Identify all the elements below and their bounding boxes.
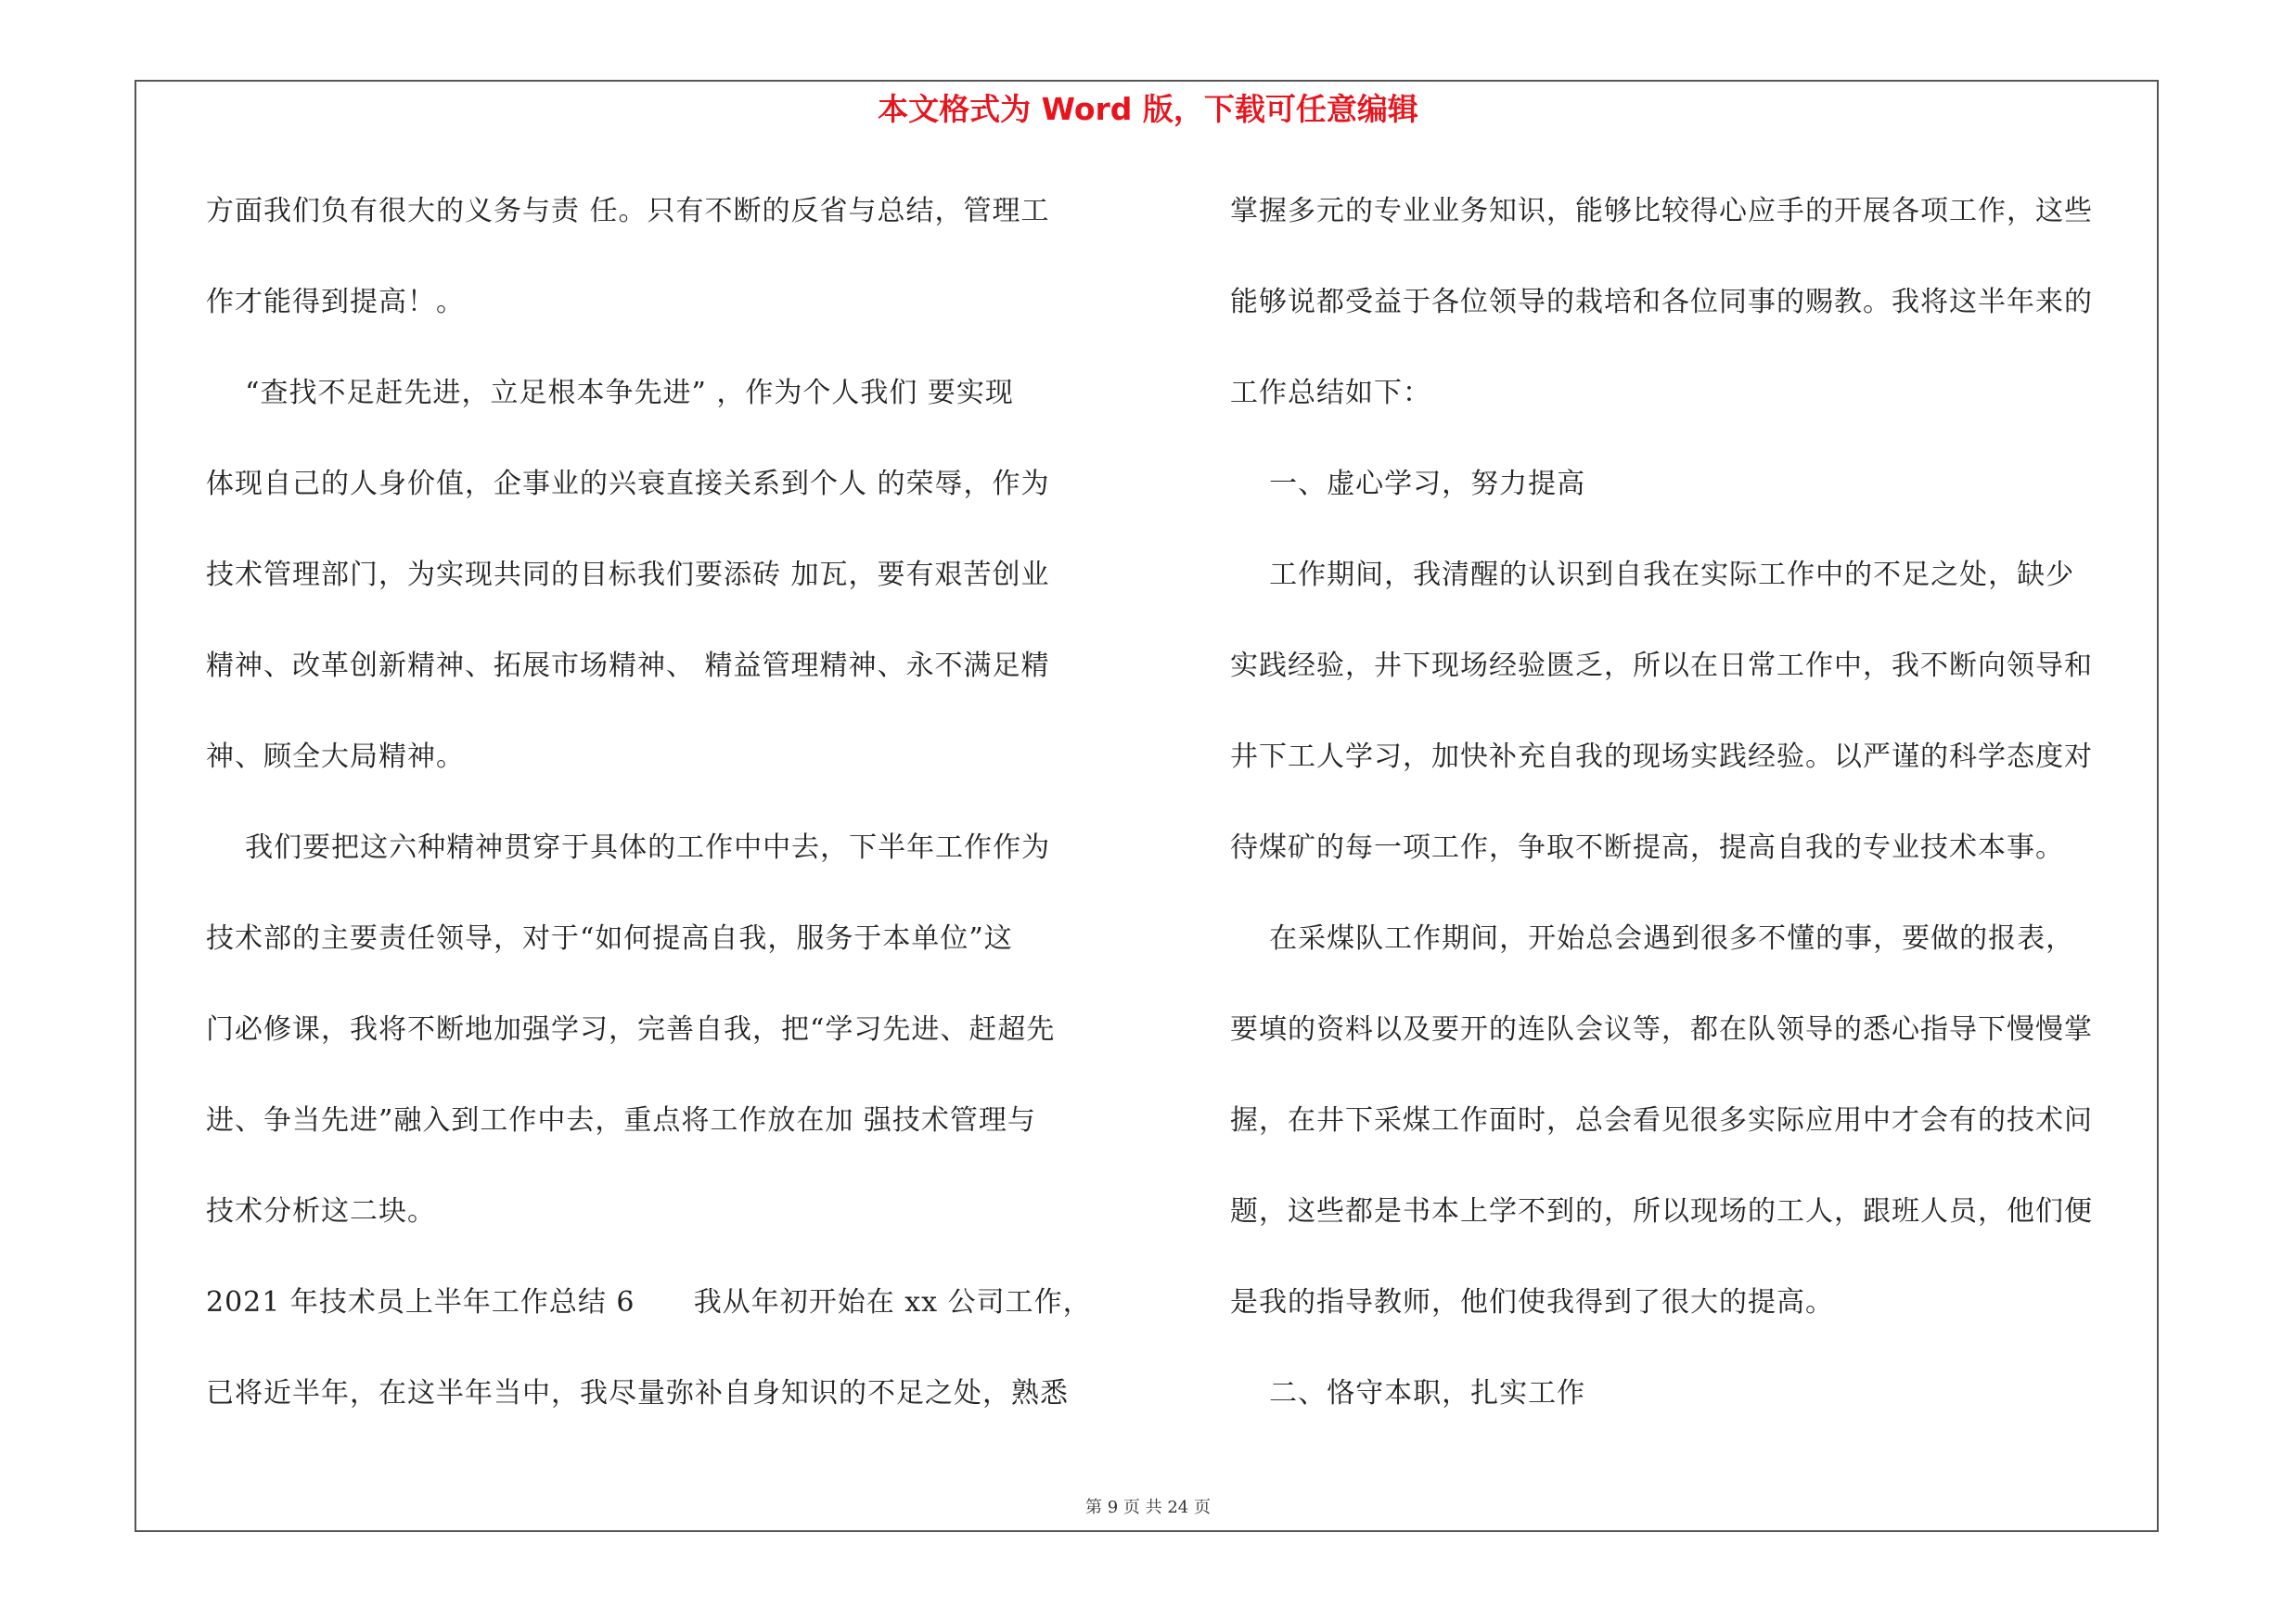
right-line: 工作期间，我清醒的认识到自我在实际工作中的不足之处，缺少 <box>1230 559 2075 591</box>
right-line: 是我的指导教师，他们使我得到了很大的提高。 <box>1230 1286 1834 1319</box>
left-line: 精神、改革创新精神、拓展市场精神、 精益管理精神、永不满足精 <box>206 650 1050 682</box>
right-line: 工作总结如下： <box>1230 377 1431 409</box>
right-line: 待煤矿的每一项工作，争取不断提高，提高自我的专业技术本事。 <box>1230 831 2064 864</box>
right-line: 在采煤队工作期间，开始总会遇到很多不懂的事，要做的报表， <box>1230 922 2075 955</box>
header-banner: 本文格式为 Word 版，下载可任意编辑 <box>878 91 1418 127</box>
left-line: 已将近半年，在这半年当中，我尽量弥补自身知识的不足之处，熟悉 <box>206 1377 1069 1410</box>
right-line: 井下工人学习，加快补充自我的现场实践经验。以严谨的科学态度对 <box>1230 741 2093 773</box>
left-line: 体现自己的人身价值，企事业的兴衰直接关系到个人 的荣辱，作为 <box>206 468 1050 500</box>
left-line: 神、顾全大局精神。 <box>206 741 465 773</box>
right-column <box>1230 182 2158 1455</box>
left-line: 技术管理部门，为实现共同的目标我们要添砖 加瓦，要有艰苦创业 <box>206 559 1050 591</box>
left-line: 门必修课，我将不断地加强学习，完善自我，把“学习先进、赶超先 <box>206 1013 1056 1046</box>
right-line: 二、恪守本职，扎实工作 <box>1230 1377 1586 1410</box>
left-line: 进、争当先进”融入到工作中去，重点将工作放在加 强技术管理与 <box>206 1104 1036 1137</box>
right-line: 掌握多元的专业业务知识，能够比较得心应手的开展各项工作，这些 <box>1230 195 2093 227</box>
right-line: 一、虚心学习，努力提高 <box>1230 468 1586 500</box>
left-column <box>206 182 1134 1455</box>
left-line: 我们要把这六种精神贯穿于具体的工作中中去，下半年工作作为 <box>206 831 1051 864</box>
left-line: 技术部的主要责任领导，对于“如何提高自我，服务于本单位”这 <box>206 922 1013 955</box>
right-line: 题，这些都是书本上学不到的，所以现场的工人，跟班人员，他们便 <box>1230 1195 2093 1228</box>
left-line: 2021 年技术员上半年工作总结 6 我从年初开始在 xx 公司工作， <box>206 1286 1092 1319</box>
right-line: 能够说都受益于各位领导的栽培和各位同事的赐教。我将这半年来的 <box>1230 286 2093 318</box>
left-line: 作才能得到提高！。 <box>206 286 465 318</box>
left-line: 技术分析这二块。 <box>206 1195 436 1228</box>
right-line: 实践经验，井下现场经验匮乏，所以在日常工作中，我不断向领导和 <box>1230 650 2093 682</box>
left-line: “查找不足赶先进，立足根本争先进” ，作为个人我们 要实现 <box>206 377 1014 409</box>
left-line: 方面我们负有很大的义务与责 任。只有不断的反省与总结，管理工 <box>206 195 1050 227</box>
right-line: 要填的资料以及要开的连队会议等，都在队领导的悉心指导下慢慢掌 <box>1230 1013 2093 1046</box>
right-line: 握，在井下采煤工作面时，总会看见很多实际应用中才会有的技术问 <box>1230 1104 2093 1137</box>
page-number: 第 9 页 共 24 页 <box>1085 1498 1211 1517</box>
